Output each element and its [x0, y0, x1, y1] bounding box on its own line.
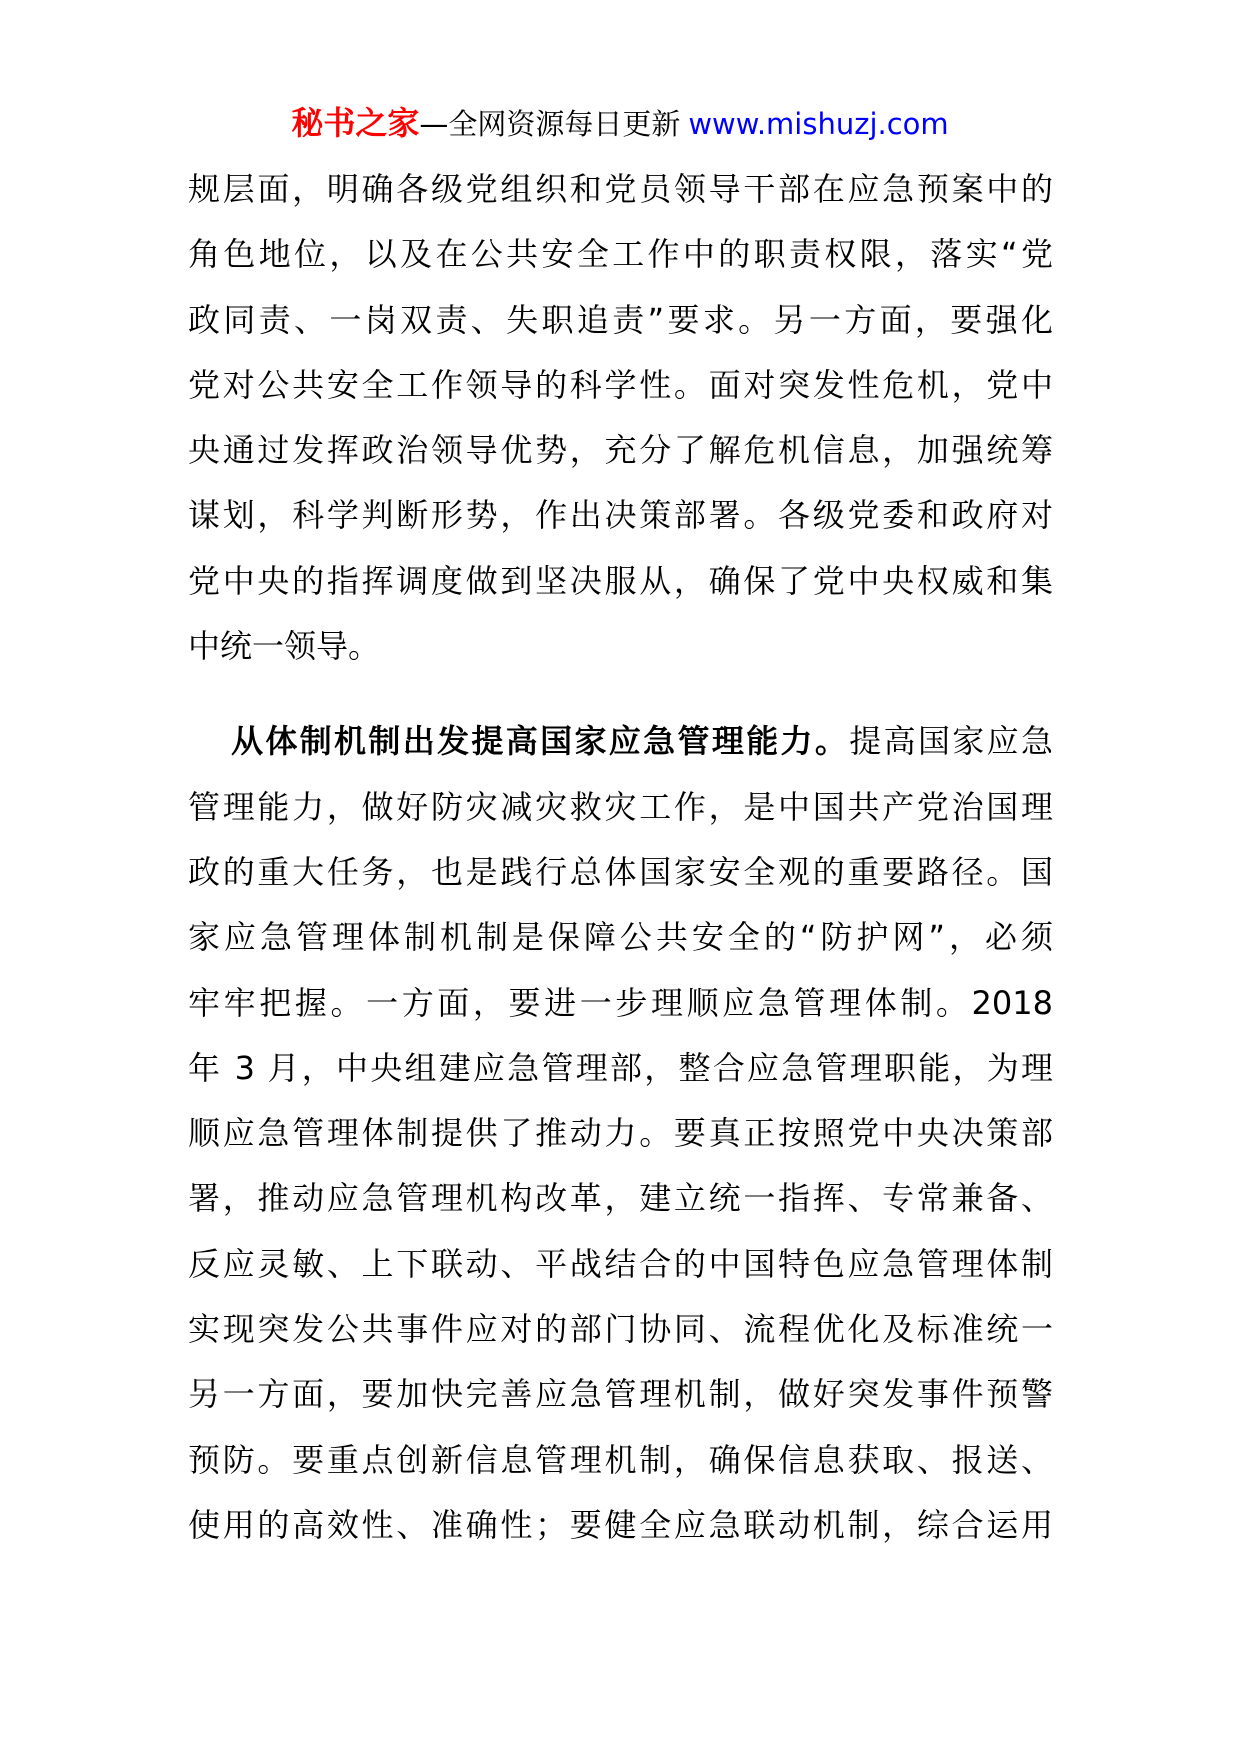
section-heading: 从体制机制出发提高国家应急管理能力。	[231, 722, 850, 761]
body-line: 年 3 月，中央组建应急管理部，整合应急管理职能，为理	[188, 1048, 1053, 1087]
body-line: 牢牢把握。一方面，要进一步理顺应急管理体制。2018	[188, 983, 1053, 1022]
body-line: 党对公共安全工作领导的科学性。面对突发性危机，党中	[188, 365, 1053, 404]
body-line: 实现突发公共事件应对的部门协同、流程优化及标准统一	[188, 1310, 1053, 1349]
header-tagline: —全网资源每日更新	[419, 107, 681, 141]
body-line: 规层面，明确各级党组织和党员领导干部在应急预案中的	[188, 170, 1053, 208]
body-line: 央通过发挥政治领导优势，充分了解危机信息，加强统筹	[188, 431, 1053, 470]
body-line	[188, 709, 1053, 774]
body-line: 反应灵敏、上下联动、平战结合的中国特色应急管理体制	[188, 1244, 1053, 1283]
paragraph	[188, 157, 1053, 679]
body-line: 预防。要重点创新信息管理机制，确保信息获取、报送、	[188, 1440, 1053, 1479]
brand-name: 秘书之家	[291, 104, 420, 142]
body-line-text: 提高国家应急	[849, 722, 1053, 761]
body-line: 顺应急管理体制提供了推动力。要真正按照党中央决策部	[188, 1114, 1053, 1153]
document-body	[188, 157, 1053, 1558]
body-line: 党中央的指挥调度做到坚决服从，确保了党中央权威和集	[188, 561, 1053, 600]
website-link[interactable]: www.mishuzj.com	[688, 107, 949, 141]
body-line: 管理能力，做好防灾减灾救灾工作，是中国共产党治国理	[188, 787, 1053, 826]
body-line: 家应急管理体制机制是保障公共安全的“防护网”，必须	[188, 918, 1053, 957]
body-line: 中统一领导。	[188, 627, 381, 666]
body-line: 谋划，科学判断形势，作出决策部署。各级党委和政府对	[188, 496, 1053, 535]
body-line: 角色地位，以及在公共安全工作中的职责权限，落实“党	[188, 235, 1053, 274]
paragraph	[188, 709, 1053, 1558]
body-line: 另一方面，要加快完善应急管理机制，做好突发事件预警	[188, 1375, 1053, 1414]
body-line: 署，推动应急管理机构改革，建立统一指挥、专常兼备、	[188, 1179, 1053, 1218]
body-line: 使用的高效性、准确性；要健全应急联动机制，综合运用	[188, 1505, 1053, 1544]
page-header	[0, 100, 1240, 146]
body-line: 政同责、一岗双责、失职追责”要求。另一方面，要强化	[188, 300, 1053, 339]
body-line: 政的重大任务，也是践行总体国家安全观的重要路径。国	[188, 852, 1053, 891]
